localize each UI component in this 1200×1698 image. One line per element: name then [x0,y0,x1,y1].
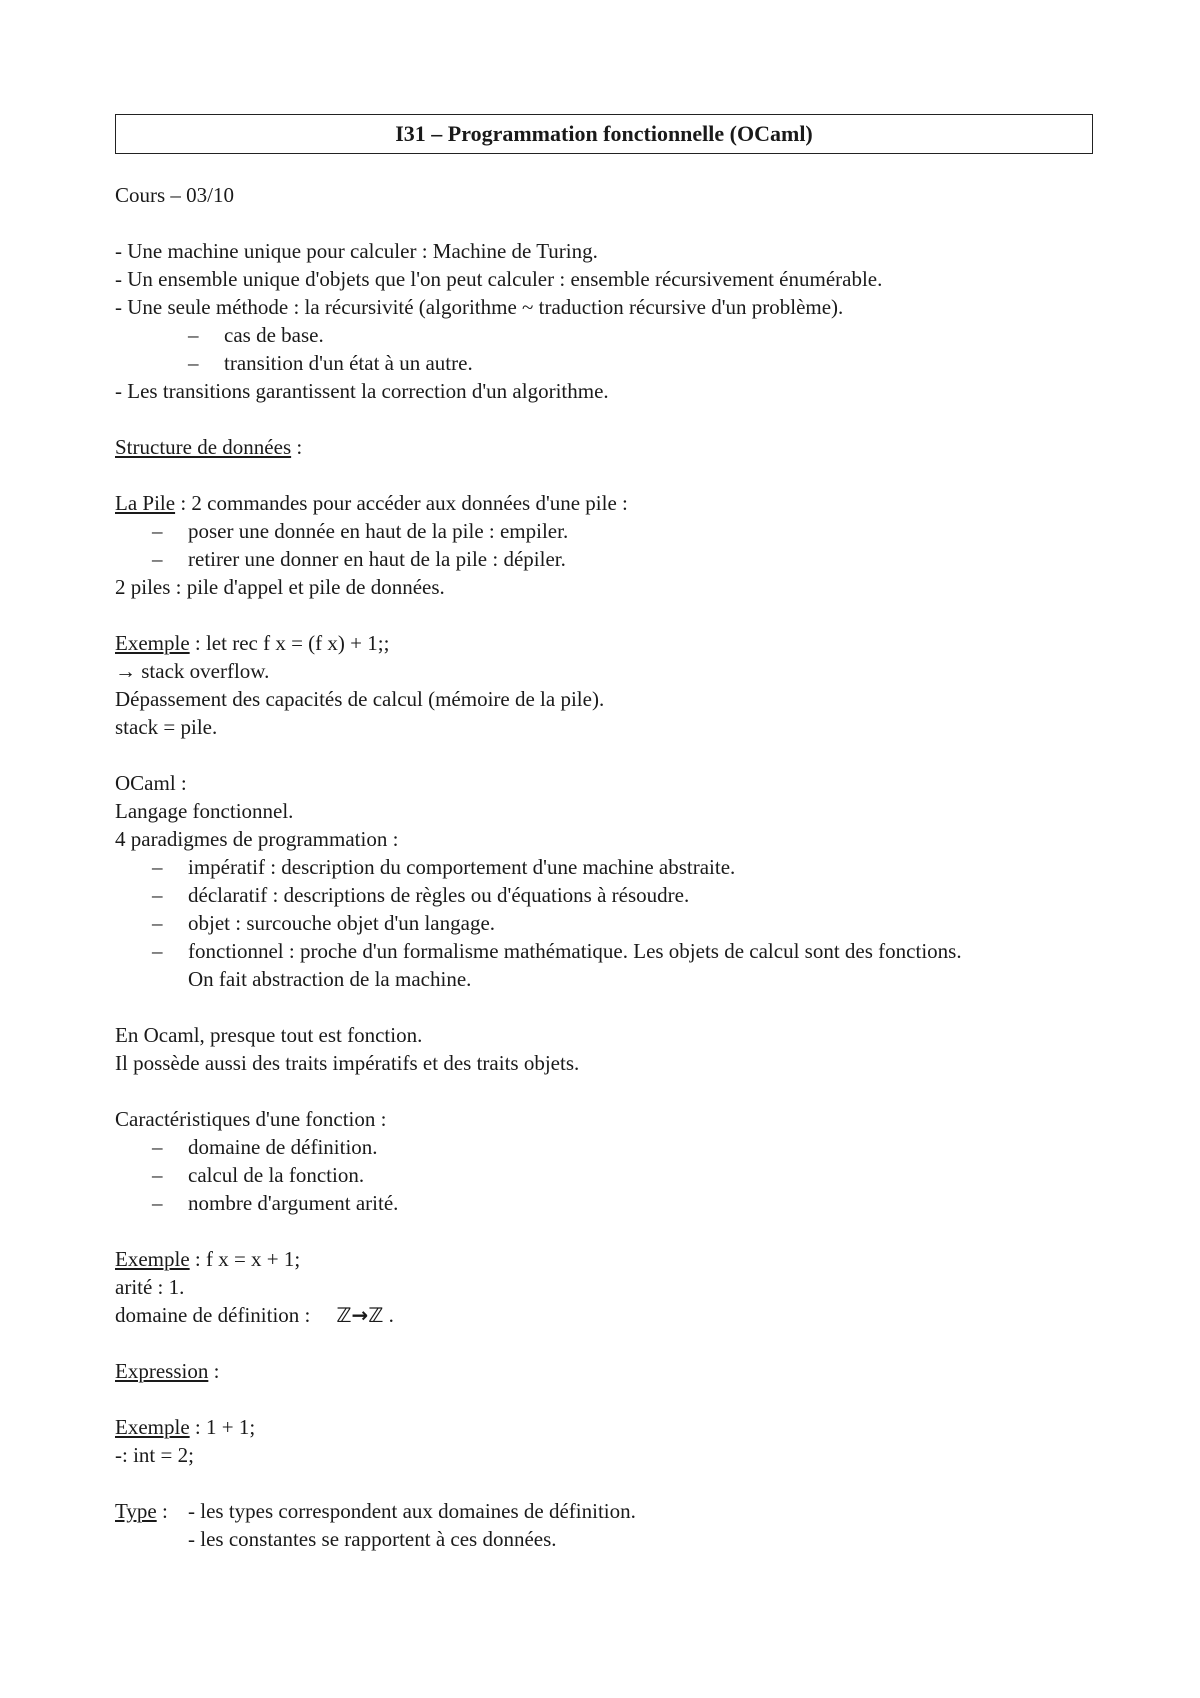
example-2-domain: domaine de définition : ℤ→ℤ . [115,1303,394,1327]
example-1-line-2: → stack overflow. [115,659,270,683]
example-1: Exemple : let rec f x = (f x) + 1;; [115,631,390,655]
paradigm-3: – objet : surcouche objet d'un langage. [152,911,496,935]
structure-heading: Structure de données : [115,435,303,459]
dash-bullet: – [152,911,163,935]
type-heading: Type [115,1499,157,1523]
intro-line-3: - Une seule méthode : la récursivité (algorithme ~ traduction récursive d'un problème). [115,295,844,319]
ocaml2-line-1: En Ocaml, presque tout est fonction. [115,1023,423,1047]
pile-intro: La Pile : 2 commandes pour accéder aux données d'une pile : [115,491,628,515]
ocaml2-line-2: Il possède aussi des traits impératifs et des traits objets. [115,1051,580,1075]
intro-subitem-1: – cas de base. [188,323,324,347]
intro-subitem-2: – transition d'un état à un autre. [188,351,473,375]
document-title: I31 – Programmation fonctionnelle (OCaml) [395,121,813,146]
pile-heading: La Pile [115,491,176,515]
dash-bullet: – [188,351,199,375]
ocaml-line-3: 4 paradigmes de programmation : [115,827,399,851]
paradigm-4-continued: On fait abstraction de la machine. [188,967,472,991]
example-1-line-3: Dépassement des capacités de calcul (mémoire de la pile). [115,687,605,711]
math-formula: ℤ→ℤ [336,1303,384,1327]
pile-bullet-1: – poser une donnée en haut de la pile : empiler. [152,519,569,543]
carac-bullet-1: – domaine de définition. [152,1135,378,1159]
dash-bullet: – [152,519,163,543]
carac-bullet-3: – nombre d'argument arité. [152,1191,399,1215]
pile-two-stacks: 2 piles : pile d'appel et pile de données. [115,575,445,599]
ocaml-heading: OCaml : [115,771,187,795]
intro-line-1: - Une machine unique pour calculer : Machine de Turing. [115,239,598,263]
dash-bullet: – [188,323,199,347]
example-3-result: -: int = 2; [115,1443,194,1467]
dash-bullet: – [152,1163,163,1187]
paradigm-4: – fonctionnel : proche d'un formalisme mathématique. Les objets de calcul sont des fonctions. [152,939,962,963]
dash-bullet: – [152,939,163,963]
carac-heading: Caractéristiques d'une fonction : [115,1107,387,1131]
course-date: Cours – 03/10 [115,183,235,207]
example-2-arity: arité : 1. [115,1275,185,1299]
dash-bullet: – [152,855,163,879]
type-line-2: - les constantes se rapportent à ces données. [188,1527,557,1551]
dash-bullet: – [152,547,163,571]
example-3: Exemple : 1 + 1; [115,1415,256,1439]
dash-bullet: – [152,883,163,907]
document-body [115,181,1115,1553]
intro-line-4: - Les transitions garantissent la correction d'un algorithme. [115,379,609,403]
type-line-1: Type : - les types correspondent aux domaines de définition. [115,1499,636,1523]
ocaml-line-2: Langage fonctionnel. [115,799,294,823]
pile-bullet-2: – retirer une donner en haut de la pile : dépiler. [152,547,566,571]
document-title-box [115,114,1093,154]
carac-bullet-2: – calcul de la fonction. [152,1163,365,1187]
intro-line-2: - Un ensemble unique d'objets que l'on peut calculer : ensemble récursivement énumérable. [115,267,883,291]
dash-bullet: – [152,1135,163,1159]
example-1-line-4: stack = pile. [115,715,218,739]
dash-bullet: – [152,1191,163,1215]
example-2: Exemple : f x = x + 1; [115,1247,301,1271]
paradigm-1: – impératif : description du comportement d'une machine abstraite. [152,855,736,879]
paradigm-2: – déclaratif : descriptions de règles ou d'équations à résoudre. [152,883,690,907]
expression-heading: Expression : [115,1359,220,1383]
